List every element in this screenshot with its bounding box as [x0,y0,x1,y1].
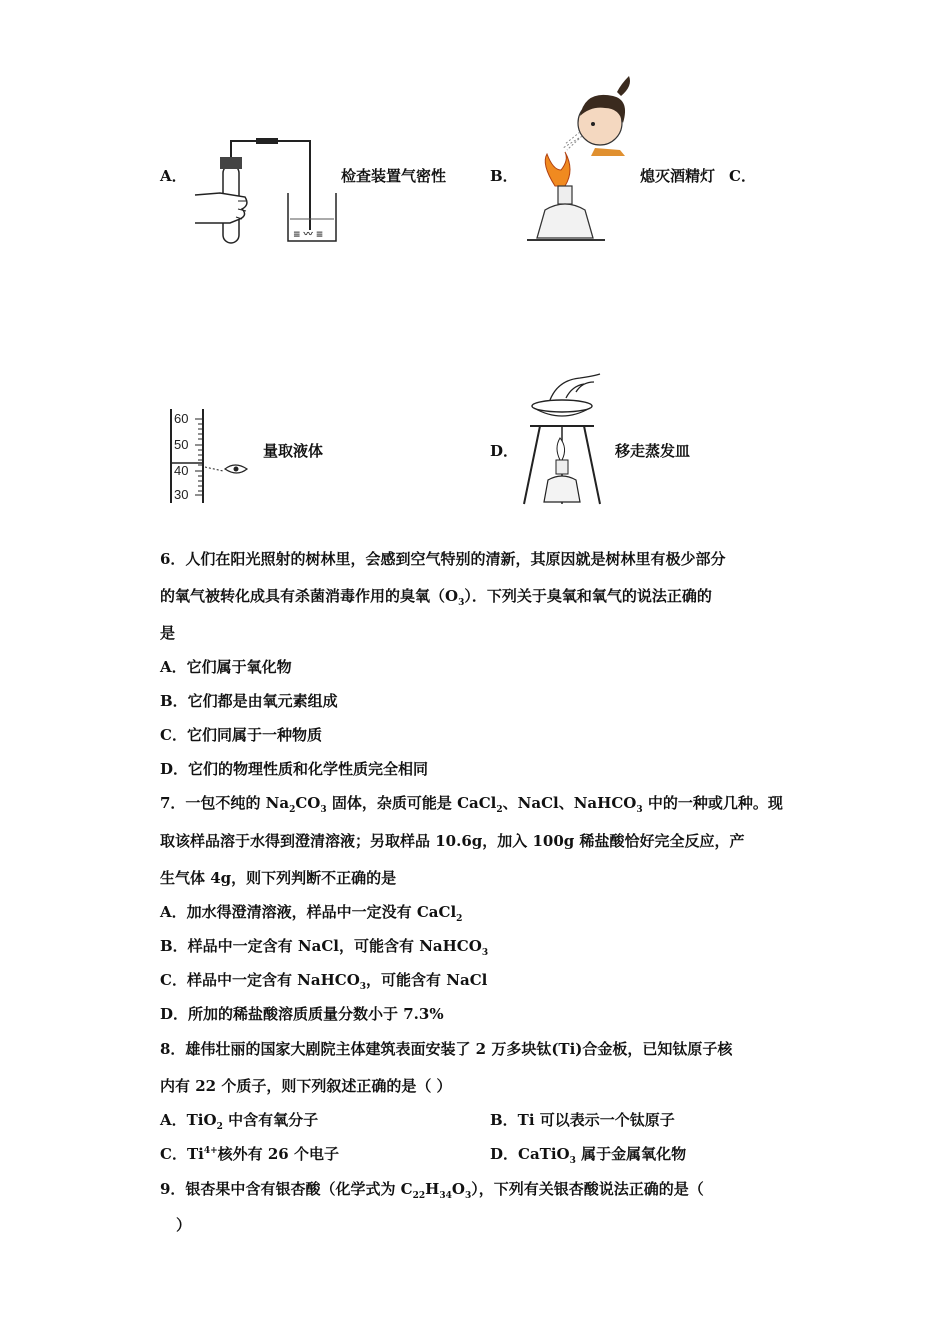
q8-option-a: A．TiO$_2$ 中含有氧分子 [160,1111,319,1132]
q7-stem-line-2: 取该样品溶于水得到澄清溶液；另取样品 10.6g，加入 100g 稀盐酸恰好完全反应，产 [160,832,745,850]
q5-option-b-letter: B． [490,167,518,185]
q5-option-c-letter: C． [729,167,756,185]
tick-label: 30 [174,487,189,502]
q9-stem-line-2: ） [176,1216,192,1234]
q5-option-b-caption: 熄灭酒精灯 [640,167,716,185]
tick-label: 40 [174,463,189,478]
tick-label: 60 [174,411,189,426]
q8-option-c: C．$Ti^{4+}$核外有 26 个电子 [160,1145,339,1163]
svg-text:≡ 〰 ≡: ≡ 〰 ≡ [293,230,324,240]
q8-stem-line-2: 内有 22 个质子，则下列叙述正确的是（ ） [160,1077,452,1095]
q6-stem-line-1: 6．人们在阳光照射的树林里，会感到空气特别的清新，其原因就是树林里有极少部分 [160,550,726,568]
q5-option-d-letter: D． [490,442,519,460]
q8-option-d: D．CaTiO$_3$ 属于金属氧化物 [490,1145,687,1166]
figure-blow-out-lamp [525,78,635,243]
tick-label: 50 [174,437,189,452]
q5-option-c-caption: 量取液体 [263,442,324,460]
figure-evaporating-dish [520,372,605,507]
q7-stem-line-3: 生气体 4g，则下列判断不正确的是 [160,869,397,887]
q9-stem-line-1: 9．银杏果中含有银杏酸（化学式为 $C_{22}H_{34}O_3$），下列有关银杏酸说法正确的是（ [160,1180,704,1201]
q5-option-a-caption: 检查装置气密性 [341,167,447,185]
q7-option-d: D．所加的稀盐酸溶质质量分数小于 7.3% [160,1005,444,1023]
q7-option-c: C．样品中一定含有 NaHCO$_3$，可能含有 NaCl [160,971,488,992]
q6-option-b: B．它们都是由氧元素组成 [160,692,338,710]
q6-option-c: C．它们同属于一种物质 [160,726,322,744]
q7-option-b: B．样品中一定含有 NaCl，可能含有 NaHCO$_3$ [160,937,489,958]
q7-option-a: A．加水得澄清溶液，样品中一定没有 CaCl$_2$ [160,903,463,924]
q5-option-d-caption: 移走蒸发皿 [615,442,691,460]
q6-option-a: A．它们属于氧化物 [160,658,292,676]
q6-option-d: D．它们的物理性质和化学性质完全相同 [160,760,429,778]
figure-airtightness-check [190,135,340,247]
q6-stem-line-3: 是 [160,624,176,642]
q8-stem-line-1: 8．雄伟壮丽的国家大剧院主体建筑表面安装了 2 万多块钛(Ti)合金板，已知钛原子核 [160,1040,733,1058]
q6-stem-line-2: 的氧气被转化成具有杀菌消毒作用的臭氧$(O_3)$．下列关于臭氧和氧气的说法正确的 [160,587,712,608]
q5-option-a-letter: A． [160,167,187,185]
figure-graduated-cylinder [165,405,255,505]
q7-stem-line-1: 7．一包不纯的 $Na_2CO_3$ 固体，杂质可能是 CaCl$_2$、NaCl、NaHCO$_3$ 中的一种或几种。现 [160,794,783,815]
q8-option-b: B．Ti 可以表示一个钛原子 [490,1111,675,1129]
